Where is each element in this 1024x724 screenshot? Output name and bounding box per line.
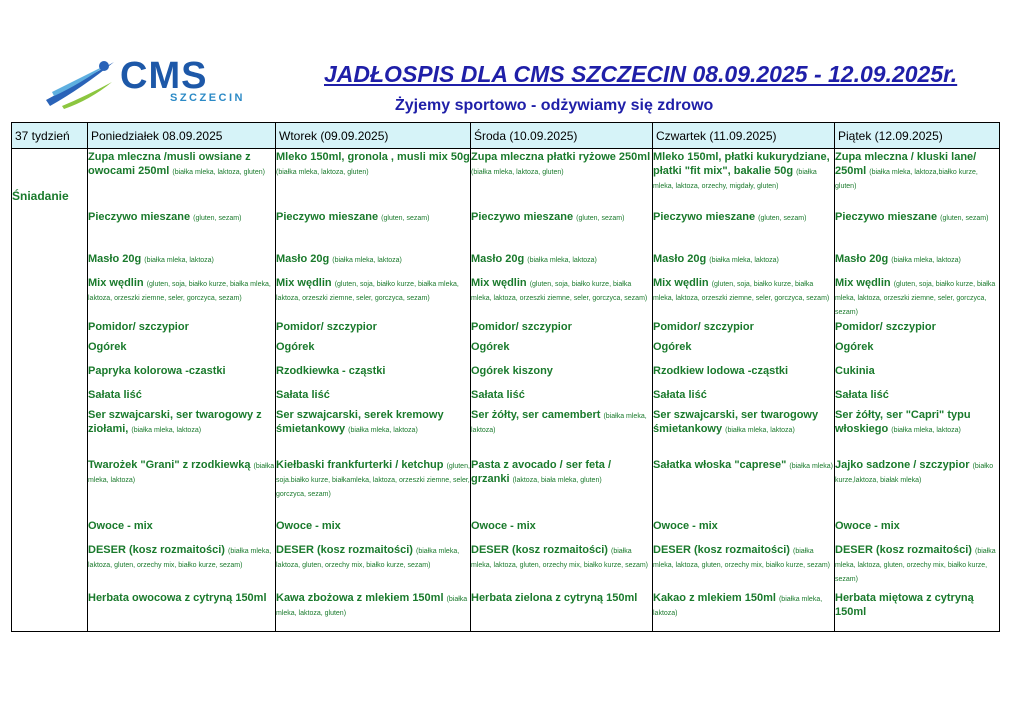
menu-item-name: DESER (kosz rozmaitości) [835, 544, 975, 556]
allergen-note: (białka mleka, laktoza) [725, 427, 795, 434]
menu-item-name: Papryka kolorowa -czastki [88, 365, 226, 377]
menu-item [276, 204, 470, 246]
day-column [88, 149, 276, 632]
allergen-note: (białka mleka, laktoza) [653, 596, 823, 617]
logo-word: CMS [120, 55, 208, 97]
menu-item [471, 541, 652, 589]
allergen-note: (białka mleka, laktoza) [144, 257, 214, 264]
allergen-note: (białka mleka, laktoza) [471, 413, 647, 434]
menu-item-name: DESER (kosz rozmaitości) [276, 544, 416, 556]
week-header: 37 tydzień [12, 123, 88, 149]
menu-item [835, 541, 999, 589]
menu-item [276, 362, 470, 386]
menu-item-name: Owoce - mix [88, 520, 153, 532]
allergen-note: (gluten, soja, białko kurze, białka mleka, laktoza, orzeszki ziemne, seler, gorczyca, sezam) [835, 281, 996, 316]
menu-item [835, 318, 999, 340]
allergen-note: (gluten, sezam) [758, 215, 807, 222]
menu-item-name: Pomidor/ szczypior [653, 321, 754, 333]
allergen-note: (białka mleka, laktoza, gluten, orzechy mix, białko kurze, sezam) [471, 548, 649, 569]
menu-item-name: Sałata liść [471, 389, 525, 401]
allergen-note: (białka mleka, laktoza, gluten) [276, 596, 468, 617]
menu-item [276, 149, 470, 204]
allergen-note: (białka mleka, laktoza, gluten, orzechy mix, białko kurze, sezam) [88, 548, 272, 569]
menu-item-name: DESER (kosz rozmaitości) [653, 544, 793, 556]
day-header-tuesday: Wtorek (09.09.2025) [276, 123, 471, 149]
menu-item-name: Mix wędlin [471, 277, 530, 289]
menu-item [88, 406, 275, 456]
menu-item-name: Kiełbaski frankfurterki / ketchup [276, 459, 447, 471]
menu-item-name: Ogórek [276, 341, 315, 353]
allergen-note: (białka mleka, laktoza, gluten) [172, 169, 265, 176]
allergen-note: (białka mleka, laktoza) [332, 257, 402, 264]
menu-item [653, 456, 834, 516]
menu-item-name: Masło 20g [835, 253, 892, 265]
allergen-note: (białka mleka, laktoza, gluten, orzechy mix, białko kurze, sezam) [835, 548, 996, 583]
menu-item [653, 274, 834, 318]
menu-item [88, 362, 275, 386]
menu-item-name: Masło 20g [653, 253, 710, 265]
menu-item [276, 541, 470, 589]
menu-item [653, 541, 834, 589]
menu-item-name: Pomidor/ szczypior [471, 321, 572, 333]
menu-item [653, 204, 834, 246]
allergen-note: (gluten, sezam) [381, 215, 430, 222]
menu-item-name: Kawa zbożowa z mlekiem 150ml [276, 592, 447, 604]
menu-item-name: Kakao z mlekiem 150ml [653, 592, 779, 604]
menu-item-name: Ser żółty, ser camembert [471, 409, 604, 421]
day-column [471, 149, 653, 632]
menu-item-name: Mleko 150ml, gronola , musli mix 50g [276, 151, 470, 163]
menu-item-name: Sałata liść [653, 389, 707, 401]
allergen-note: (białka mleka, laktoza) [891, 427, 961, 434]
day-header-monday: Poniedziałek 08.09.2025 [88, 123, 276, 149]
menu-item [471, 589, 652, 631]
allergen-note: (białko kurze,laktoza, białak mleka) [835, 463, 994, 484]
menu-item [471, 340, 652, 362]
menu-item-name: Ogórek [88, 341, 127, 353]
menu-item-name: Pomidor/ szczypior [276, 321, 377, 333]
menu-item [653, 149, 834, 204]
allergen-note: (białka mleka, laktoza) [131, 427, 202, 434]
menu-item [276, 318, 470, 340]
allergen-note: (białka mleka, laktoza, gluten) [471, 169, 564, 176]
menu-item-name: Sałata liść [835, 389, 889, 401]
menu-item [276, 386, 470, 406]
allergen-note: (gluten, soja, białko kurze, białka mleka, laktoza, orzeszki ziemne, seler, gorczyca, sezam) [653, 281, 830, 302]
allergen-note: (laktoza, biała mleka, gluten) [512, 477, 602, 484]
allergen-note: (białka mleka, laktoza) [88, 463, 275, 484]
day-column [653, 149, 835, 632]
menu-item-name: Herbata owocowa z cytryną 150ml [88, 592, 267, 604]
menu-item-name: Ser szwajcarski, ser twarogowy z ziołami, [88, 409, 262, 435]
day-header-thursday: Czwartek (11.09.2025) [653, 123, 835, 149]
menu-item-name: Ogórek [471, 341, 510, 353]
menu-item-name: DESER (kosz rozmaitości) [471, 544, 611, 556]
menu-item-name: Pieczywo mieszane [835, 211, 941, 223]
menu-item [276, 516, 470, 541]
menu-item-name: Ogórek kiszony [471, 365, 553, 377]
day-column [835, 149, 1000, 632]
swoosh-icon [42, 56, 122, 110]
allergen-note: (gluten, sezam) [193, 215, 242, 222]
menu-table [11, 122, 1000, 632]
menu-item [471, 246, 652, 274]
menu-item-name: Ogórek [653, 341, 692, 353]
cms-logo [42, 56, 282, 110]
menu-item-name: Ser szwajcarski, serek kremowy śmietankowy [276, 409, 444, 435]
menu-item [835, 246, 999, 274]
menu-item-name: Masło 20g [471, 253, 528, 265]
menu-item-name: DESER (kosz rozmaitości) [88, 544, 228, 556]
menu-item-name: Mix wędlin [276, 277, 335, 289]
menu-item [88, 456, 275, 516]
menu-item-name: Zupa mleczna / kluski lane/ 250ml [835, 151, 977, 177]
menu-item-name: Pieczywo mieszane [88, 211, 194, 223]
meal-category [12, 149, 88, 632]
menu-item [471, 386, 652, 406]
menu-item-name: Pomidor/ szczypior [88, 321, 189, 333]
menu-item-name: Sałata liść [276, 389, 330, 401]
allergen-note: (białka mleka, laktoza, orzechy, migdały, gluten) [653, 169, 817, 190]
menu-item [835, 340, 999, 362]
menu-item-name: Sałatka włoska "caprese" [653, 459, 790, 471]
menu-item-name: Pasta z avocado / ser feta / grzanki [471, 459, 612, 485]
menu-item [88, 386, 275, 406]
allergen-note: (gluten, soja, białko kurze, białka mleka, laktoza, orzeszki ziemne, seler, gorczyca, sezam) [88, 281, 271, 302]
menu-item [471, 149, 652, 204]
menu-item [276, 340, 470, 362]
menu-item [276, 589, 470, 631]
menu-item-name: Pieczywo mieszane [471, 211, 577, 223]
day-header-wednesday: Środa (10.09.2025) [471, 123, 653, 149]
meal-label: Śniadanie [12, 189, 69, 203]
menu-item [88, 340, 275, 362]
menu-item [653, 386, 834, 406]
menu-item [835, 456, 999, 516]
allergen-note: (gluten, soja, białko kurze, białka mleka, laktoza, orzeszki ziemne, seler, gorczyca, sezam) [276, 281, 459, 302]
menu-item-name: Pomidor/ szczypior [835, 321, 936, 333]
allergen-note: (białka mleka, laktoza, gluten) [276, 169, 369, 176]
allergen-note: (białka mleka, laktoza) [527, 257, 597, 264]
menu-item [835, 274, 999, 318]
menu-item [276, 274, 470, 318]
menu-item-name: Zupa mleczna /musli owsiane z owocami 250ml [88, 151, 251, 177]
menu-item-name: Masło 20g [276, 253, 333, 265]
allergen-note: (białka mleka, laktoza,białko kurze, gluten) [835, 169, 978, 190]
allergen-note: (gluten, sezam) [576, 215, 625, 222]
menu-item [835, 362, 999, 386]
menu-item [835, 204, 999, 246]
breakfast-row [12, 149, 1000, 632]
menu-item-name: Owoce - mix [471, 520, 536, 532]
allergen-note: (gluten, sezam) [940, 215, 989, 222]
page-title: JADŁOSPIS DLA CMS SZCZECIN 08.09.2025 - 12.09.2025r. [324, 61, 958, 87]
menu-item [471, 406, 652, 456]
menu-item-name: Twarożek "Grani" z rzodkiewką [88, 459, 254, 471]
menu-item [835, 386, 999, 406]
menu-item-name: Rzodkiewka - cząstki [276, 365, 386, 377]
allergen-note: (białka mleka, laktoza, gluten, orzechy mix, białko kurze, sezam) [653, 548, 831, 569]
menu-item-name: Ser szwajcarski, ser twarogowy śmietankowy [653, 409, 819, 435]
menu-item [88, 149, 275, 204]
menu-item-name: Mix wędlin [835, 277, 894, 289]
menu-item [653, 406, 834, 456]
menu-item [88, 516, 275, 541]
menu-item-name: Owoce - mix [276, 520, 341, 532]
menu-item-name: Pieczywo mieszane [276, 211, 382, 223]
menu-item [653, 589, 834, 631]
menu-item-name: Owoce - mix [835, 520, 900, 532]
header-row [12, 123, 1000, 149]
allergen-note: (białka mleka, laktoza) [348, 427, 418, 434]
menu-item-name: Mix wędlin [88, 277, 147, 289]
menu-item [471, 318, 652, 340]
allergen-note: (gluten, soja.białko kurze, białkamleka, laktoza, orzeszki ziemne, seler, gorczyca, sezam) [276, 463, 470, 498]
menu-item-name: Pieczywo mieszane [653, 211, 759, 223]
menu-item [276, 246, 470, 274]
menu-item [653, 318, 834, 340]
menu-item-name: Owoce - mix [653, 520, 718, 532]
page-subtitle: Żyjemy sportowo - odżywiamy się zdrowo [395, 97, 714, 114]
menu-item [471, 456, 652, 516]
menu-item [835, 406, 999, 456]
menu-item-name: Herbata miętowa z cytryną 150ml [835, 592, 974, 618]
menu-item-name: Herbata zielona z cytryną 150ml [471, 592, 638, 604]
menu-item-name: Zupa mleczna płatki ryżowe 250ml [471, 151, 651, 163]
menu-item-name: Mleko 150ml, płatki kukurydziane, płatki "fit mix", bakalie 50g [653, 151, 830, 177]
allergen-note: (gluten, soja, białko kurze, białka mleka, laktoza, orzeszki ziemne, seler, gorczyca, sezam) [471, 281, 648, 302]
menu-item [471, 362, 652, 386]
menu-item [653, 362, 834, 386]
allergen-note: (białka mleka, laktoza) [709, 257, 779, 264]
menu-item-name: Rzodkiew lodowa -cząstki [653, 365, 789, 377]
menu-item [471, 274, 652, 318]
menu-item-name: Sałata liść [88, 389, 142, 401]
menu-item [835, 516, 999, 541]
menu-item-name: Ogórek [835, 341, 874, 353]
menu-item [88, 246, 275, 274]
allergen-note: (białka mleka, laktoza, gluten, orzechy mix, białko kurze, sezam) [276, 548, 460, 569]
allergen-note: (białka mleka, laktoza) [891, 257, 961, 264]
menu-item [276, 456, 470, 516]
menu-item [471, 204, 652, 246]
logo-subtitle: SZCZECIN [170, 92, 245, 104]
menu-item-name: Jajko sadzone / szczypior [835, 459, 973, 471]
menu-item [471, 516, 652, 541]
menu-item [276, 406, 470, 456]
menu-item [653, 340, 834, 362]
day-header-friday: Piątek (12.09.2025) [835, 123, 1000, 149]
menu-item-name: Mix wędlin [653, 277, 712, 289]
menu-item-name: Ser żółty, ser "Capri" typu włoskiego [835, 409, 971, 435]
menu-item [653, 516, 834, 541]
menu-item-name: Masło 20g [88, 253, 145, 265]
menu-item [88, 204, 275, 246]
menu-item [88, 541, 275, 589]
menu-item [835, 589, 999, 631]
day-column [276, 149, 471, 632]
menu-item [653, 246, 834, 274]
menu-item [88, 589, 275, 631]
menu-item [88, 318, 275, 340]
menu-item [835, 149, 999, 204]
menu-item-name: Cukinia [835, 365, 875, 377]
allergen-note: (białka mleka) [789, 463, 833, 470]
menu-item [88, 274, 275, 318]
